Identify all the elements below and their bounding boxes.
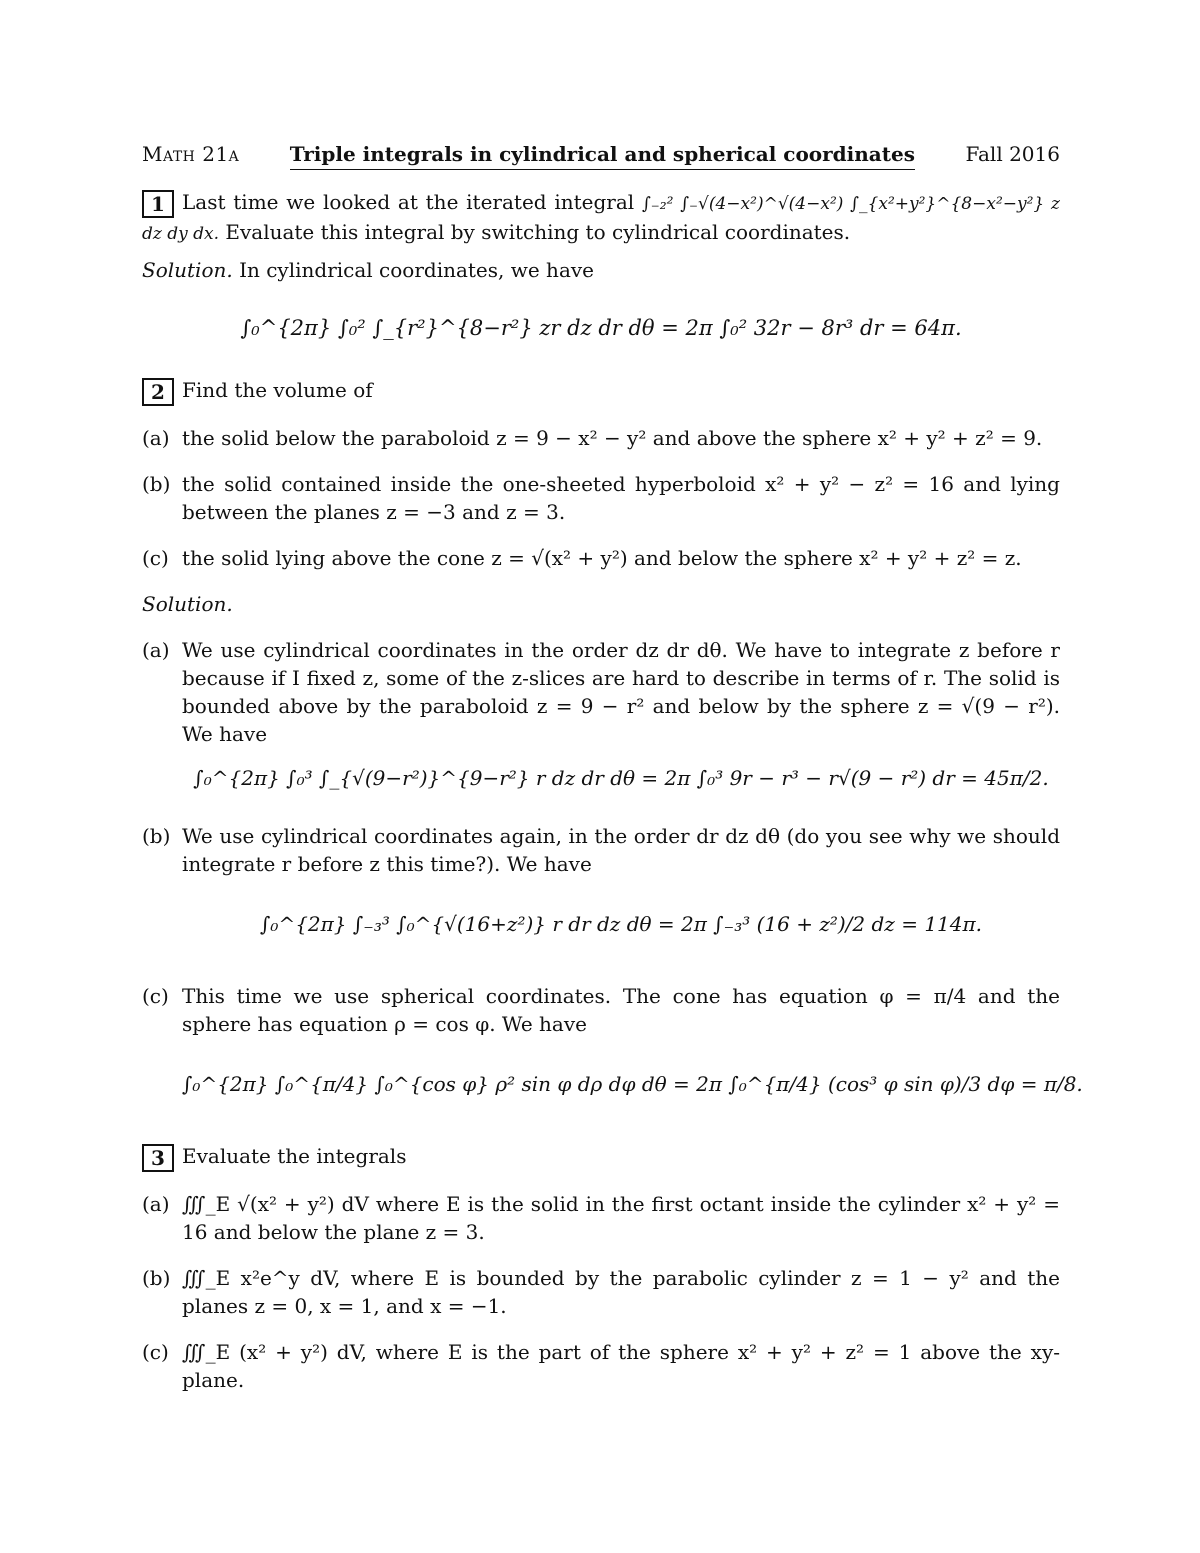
problem-1-solution (142, 256, 1060, 284)
solution-equation-c: ∫₀^{2π} ∫₀^{π/4} ∫₀^{cos φ} ρ² sin φ dρ dφ dθ = 2π ∫₀^{π/4} (cos³ φ sin φ)/3 dφ = π/8. (182, 1072, 1083, 1096)
problem-3-prompt-text: Evaluate the integrals (182, 1144, 407, 1168)
solution-equation-b: ∫₀^{2π} ∫₋₃³ ∫₀^{√(16+z²)} r dr dz dθ = 2π ∫₋₃³ (16 + z²)/2 dz = 114π. (260, 912, 982, 936)
part-text: ∭_E x²e^y dV, where E is bounded by the parabolic cylinder z = 1 − y² and the planes z = 0, x = 1, and x = −1. (182, 1266, 1060, 1318)
problem-3-prompt (142, 1142, 1060, 1172)
solution-label: Solution. (142, 258, 233, 282)
list-item (142, 636, 1060, 748)
page-title: Triple integrals in cylindrical and spherical coordinates (290, 140, 915, 170)
list-item (142, 822, 1060, 878)
problem-1-prompt-before: Last time we looked at the iterated integral (182, 190, 635, 214)
part-text: the solid contained inside the one-sheeted hyperboloid x² + y² − z² = 16 and lying between the planes z = −3 and z = 3. (182, 472, 1060, 524)
problem-1-prompt (142, 188, 1060, 248)
problem-2-solution-label (142, 590, 1060, 618)
course-name: Math 21a (142, 142, 240, 166)
part-label: (a) (142, 638, 170, 662)
part-label: (b) (142, 824, 171, 848)
solution-label: Solution. (142, 592, 233, 616)
problem-number-box: 2 (142, 378, 174, 406)
part-text: ∭_E (x² + y²) dV, where E is the part of the sphere x² + y² + z² = 1 above the xy-plane. (182, 1340, 1060, 1392)
problem-2 (142, 376, 1083, 1098)
solution-equation-a: ∫₀^{2π} ∫₀³ ∫_{√(9−r²)}^{9−r²} r dz dr dθ = 2π ∫₀³ 9r − r³ − r√(9 − r²) dr = 45π/2. (193, 766, 1049, 790)
part-label: (a) (142, 426, 170, 450)
term-label: Fall 2016 (965, 142, 1060, 166)
list-item (142, 982, 1060, 1038)
part-label: (b) (142, 1266, 171, 1290)
list-item (142, 1264, 1060, 1320)
list-item (142, 470, 1060, 526)
part-text: the solid lying above the cone z = √(x² + y²) and below the sphere x² + y² + z² = z. (182, 546, 1022, 570)
problem-2-prompt (142, 376, 1060, 406)
list-item (142, 424, 1060, 452)
problem-number-box: 3 (142, 1144, 174, 1172)
page-header (142, 140, 1060, 174)
part-label: (a) (142, 1192, 170, 1216)
problem-2-prompt-text: Find the volume of (182, 378, 373, 402)
problem-1-prompt-after: Evaluate this integral by switching to cylindrical coordinates. (225, 220, 851, 244)
part-text: the solid below the paraboloid z = 9 − x² − y² and above the sphere x² + y² + z² = 9. (182, 426, 1043, 450)
part-text: ∭_E √(x² + y²) dV where E is the solid in the first octant inside the cylinder x² + y² = 16 and below the plane z = 3. (182, 1192, 1060, 1244)
part-label: (b) (142, 472, 171, 496)
part-label: (c) (142, 984, 169, 1008)
solution-text: This time we use spherical coordinates. The cone has equation φ = π/4 and the sphere has equation ρ = cos φ. We have (182, 984, 1060, 1036)
problem-number-box: 1 (142, 190, 174, 218)
list-item (142, 1190, 1060, 1246)
solution-text: In cylindrical coordinates, we have (239, 258, 594, 282)
part-label: (c) (142, 546, 169, 570)
solution-text: We use cylindrical coordinates in the order dz dr dθ. We have to integrate z before r because if I fixed z, some of the z-slices are hard to describe in terms of r. The solid is bounded above by the paraboloid z = 9 − r² and below by the sphere z = √(9 − r²). We have (182, 638, 1060, 746)
part-label: (c) (142, 1340, 169, 1364)
list-item (142, 1338, 1060, 1394)
solution-text: We use cylindrical coordinates again, in the order dr dz dθ (do you see why we should integrate r before z this time?). We have (182, 824, 1060, 876)
worksheet-page (142, 140, 1083, 1394)
problem-1-integral: ∫₋₂² ∫₋√(4−x²)^√(4−x²) ∫_{x²+y²}^{8−x²−y²} z dz dy dx. (142, 194, 1060, 244)
list-item (142, 544, 1060, 572)
problem-3 (142, 1142, 1060, 1394)
problem-1 (142, 188, 1060, 342)
problem-1-equation: ∫₀^{2π} ∫₀² ∫_{r²}^{8−r²} zr dz dr dθ = 2π ∫₀² 32r − 8r³ dr = 64π. (240, 316, 962, 340)
